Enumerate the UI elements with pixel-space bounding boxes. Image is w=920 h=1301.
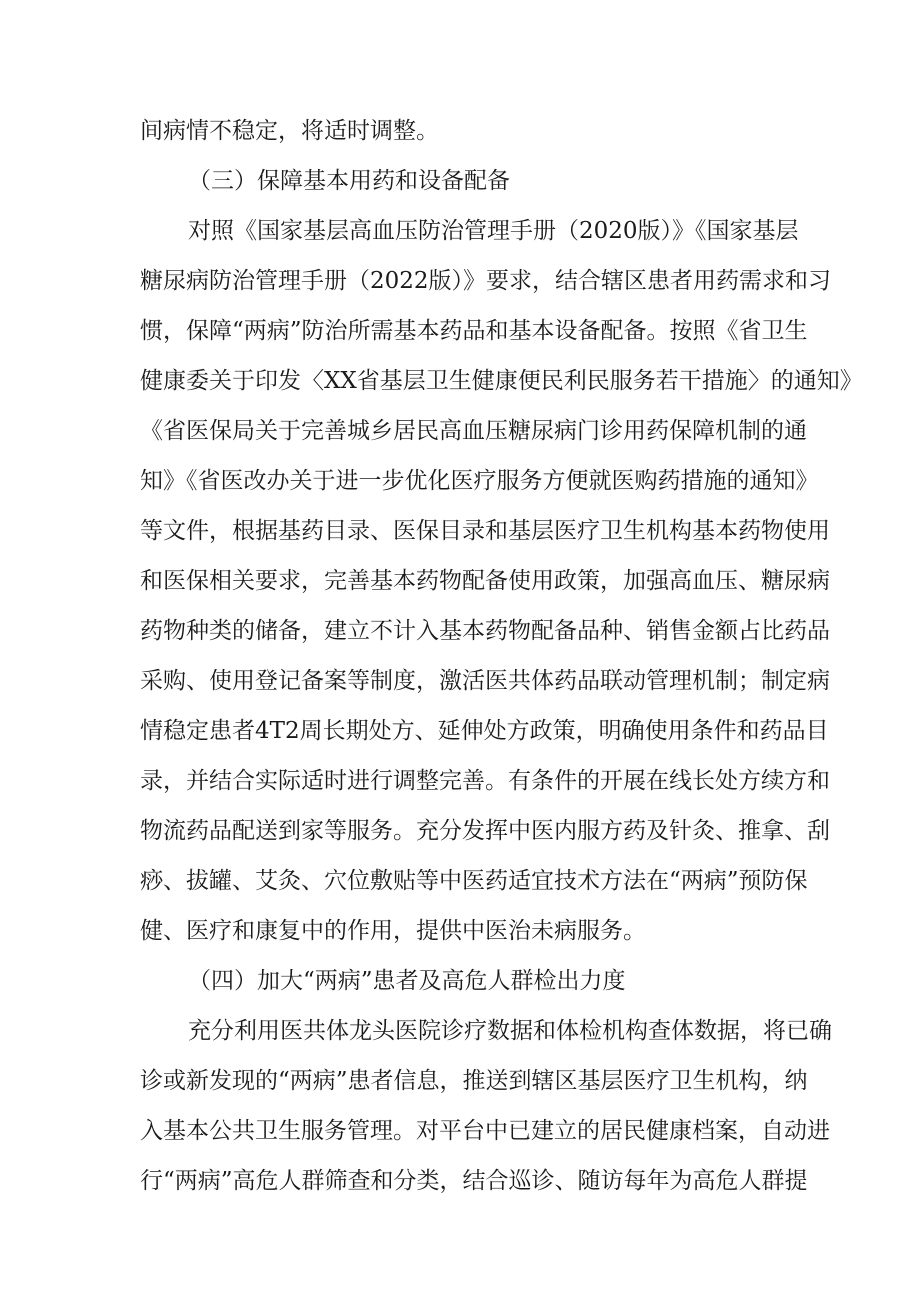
text-line: 间病情不稳定，将适时调整。 <box>140 118 439 144</box>
text-line: 行“两病”高危人群筛查和分类，结合巡诊、随访每年为高危人群提 <box>140 1168 808 1194</box>
section-heading: （四）加大“两病”患者及高危人群检出力度 <box>188 968 626 994</box>
text-line: 知》《省医改办关于进一步优化医疗服务方便就医购药措施的通知》 <box>140 468 819 494</box>
text-line: 物流药品配送到家等服务。充分发挥中医内服方药及针灸、推拿、刮 <box>140 818 830 844</box>
text-line: 入基本公共卫生服务管理。对平台中已建立的居民健康档案，自动进 <box>140 1118 830 1144</box>
section-heading: （三）保障基本用药和设备配备 <box>188 168 510 194</box>
text-line: 健康委关于印发〈XX省基层卫生健康便民利民服务若干措施〉的通知》 <box>140 368 863 394</box>
text-line: 惯，保障“两病”防治所需基本药品和基本设备配备。按照《省卫生 <box>140 318 808 344</box>
paragraph-first-line: 充分利用医共体龙头医院诊疗数据和体检机构查体数据，将已确 <box>188 1018 832 1044</box>
text-line: 药物种类的储备，建立不计入基本药物配备品种、销售金额占比药品 <box>140 618 830 644</box>
text-line: 采购、使用登记备案等制度，激活医共体药品联动管理机制；制定病 <box>140 668 830 694</box>
paragraph-first-line: 对照《国家基层高血压防治管理手册（2020版）》《国家基层 <box>188 218 799 244</box>
text-line: 和医保相关要求，完善基本药物配备使用政策，加强高血压、糖尿病 <box>140 568 830 594</box>
text-line: 健、医疗和康复中的作用，提供中医治未病服务。 <box>140 918 646 944</box>
text-line: 糖尿病防治管理手册（2022版）》要求，结合辖区患者用药需求和习 <box>140 268 832 294</box>
text-line: 等文件，根据基药目录、医保目录和基层医疗卫生机构基本药物使用 <box>140 518 830 544</box>
text-line: 痧、拔罐、艾灸、穴位敷贴等中医药适宜技术方法在“两病”预防保 <box>140 868 808 894</box>
text-line: 录，并结合实际适时进行调整完善。有条件的开展在线长处方续方和 <box>140 768 830 794</box>
text-line: 情稳定患者4T2周长期处方、延伸处方政策，明确使用条件和药品目 <box>140 718 829 744</box>
text-line: 诊或新发现的“两病”患者信息，推送到辖区基层医疗卫生机构，纳 <box>140 1068 808 1094</box>
text-line: 《省医保局关于完善城乡居民高血压糖尿病门诊用药保障机制的通 <box>140 418 807 444</box>
